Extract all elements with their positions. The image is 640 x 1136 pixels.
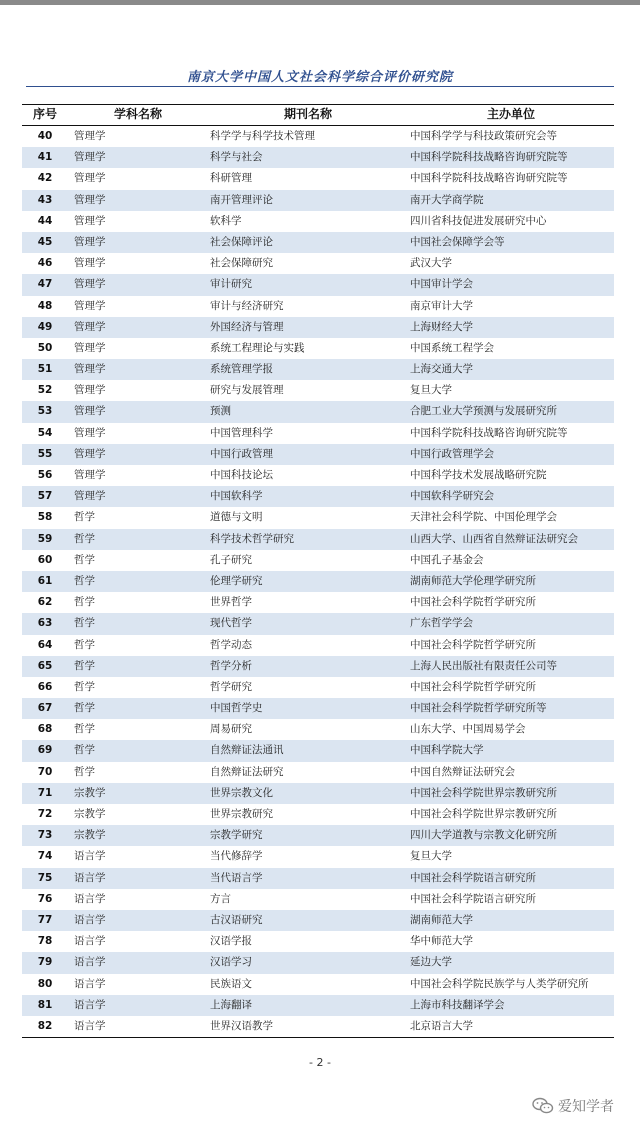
table-row bbox=[22, 910, 614, 931]
table-bottom-rule bbox=[22, 1037, 614, 1038]
row-number: 49 bbox=[37, 320, 53, 333]
row-subject: 管理学 bbox=[74, 469, 106, 481]
row-subject: 哲学 bbox=[74, 702, 95, 715]
row-journal: 社会保障研究 bbox=[210, 257, 273, 270]
row-journal: 系统管理学报 bbox=[210, 363, 273, 376]
row-subject: 哲学 bbox=[74, 659, 95, 672]
row-subject: 管理学 bbox=[74, 151, 106, 164]
row-journal: 自然辩证法通讯 bbox=[210, 744, 284, 757]
table-row bbox=[22, 317, 614, 338]
row-number: 70 bbox=[37, 765, 53, 778]
row-number: 77 bbox=[37, 913, 53, 926]
row-journal: 外国经济与管理 bbox=[210, 320, 284, 333]
table-row bbox=[22, 762, 614, 783]
row-number: 51 bbox=[37, 363, 53, 376]
watermark bbox=[532, 1096, 614, 1116]
row-subject: 哲学 bbox=[74, 765, 95, 778]
row-number: 53 bbox=[37, 405, 53, 418]
table-row bbox=[22, 486, 614, 507]
table-row bbox=[22, 401, 614, 422]
table-row bbox=[22, 889, 614, 910]
table-row bbox=[22, 380, 614, 401]
row-number: 75 bbox=[37, 871, 53, 884]
table-row bbox=[22, 613, 614, 634]
row-sponsor: 复旦大学 bbox=[410, 384, 452, 397]
row-sponsor: 中国社会科学院世界宗教研究所 bbox=[410, 808, 557, 820]
table-row bbox=[22, 1016, 614, 1037]
table-row bbox=[22, 232, 614, 253]
row-sponsor: 湖南师范大学伦理学研究所 bbox=[410, 574, 536, 587]
row-subject: 哲学 bbox=[74, 553, 95, 566]
row-sponsor: 中国软科学研究会 bbox=[410, 490, 494, 503]
row-number: 60 bbox=[37, 553, 53, 566]
row-subject: 管理学 bbox=[74, 193, 106, 206]
table-row bbox=[22, 571, 614, 592]
table-row bbox=[22, 974, 614, 995]
row-number: 72 bbox=[37, 808, 53, 820]
row-number: 71 bbox=[37, 786, 53, 799]
row-number: 69 bbox=[37, 744, 53, 757]
table-row bbox=[22, 635, 614, 656]
row-journal: 当代语言学 bbox=[210, 871, 263, 884]
row-subject: 语言学 bbox=[74, 913, 106, 926]
row-journal: 世界汉语教学 bbox=[210, 1019, 273, 1032]
row-number: 80 bbox=[37, 977, 53, 990]
watermark-text: 爱知学者 bbox=[558, 1099, 614, 1115]
row-subject: 哲学 bbox=[74, 617, 95, 630]
row-journal: 上海翻译 bbox=[210, 998, 252, 1011]
row-subject: 哲学 bbox=[74, 638, 95, 651]
row-journal: 软科学 bbox=[210, 214, 242, 227]
row-journal: 宗教学研究 bbox=[210, 829, 263, 842]
table-row bbox=[22, 274, 614, 295]
row-number: 79 bbox=[37, 956, 53, 969]
table-row bbox=[22, 465, 614, 486]
row-sponsor: 上海市科技翻译学会 bbox=[410, 998, 505, 1011]
row-sponsor: 湖南师范大学 bbox=[410, 913, 473, 926]
row-subject: 哲学 bbox=[74, 723, 95, 736]
row-number: 67 bbox=[37, 702, 53, 715]
row-journal: 中国软科学 bbox=[210, 490, 263, 503]
table-row bbox=[22, 296, 614, 317]
row-subject: 管理学 bbox=[74, 341, 106, 354]
row-number: 76 bbox=[37, 892, 53, 905]
row-number: 55 bbox=[37, 447, 53, 460]
row-subject: 管理学 bbox=[74, 214, 106, 227]
row-subject: 哲学 bbox=[74, 574, 95, 587]
row-sponsor: 天津社会科学院、中国伦理学会 bbox=[410, 511, 557, 524]
row-subject: 管理学 bbox=[74, 405, 106, 418]
row-number: 61 bbox=[37, 574, 53, 587]
row-sponsor: 中国科学院科技战略咨询研究院等 bbox=[410, 151, 568, 164]
row-subject: 管理学 bbox=[74, 299, 106, 312]
column-header-number: 序号 bbox=[32, 107, 57, 121]
row-journal: 世界哲学 bbox=[210, 596, 252, 609]
row-number: 42 bbox=[37, 172, 53, 185]
row-sponsor: 中国科学技术发展战略研究院 bbox=[410, 469, 547, 481]
row-subject: 宗教学 bbox=[74, 829, 106, 842]
row-subject: 哲学 bbox=[74, 680, 95, 693]
row-number: 40 bbox=[37, 130, 53, 142]
row-sponsor: 四川大学道教与宗教文化研究所 bbox=[410, 829, 557, 842]
row-number: 81 bbox=[37, 998, 53, 1011]
table-row bbox=[22, 719, 614, 740]
row-journal: 世界宗教文化 bbox=[210, 786, 273, 799]
row-number: 58 bbox=[37, 511, 53, 524]
row-subject: 管理学 bbox=[74, 384, 106, 397]
row-sponsor: 华中师范大学 bbox=[410, 935, 473, 948]
table-row bbox=[22, 677, 614, 698]
row-journal: 哲学分析 bbox=[210, 659, 252, 672]
row-subject: 管理学 bbox=[74, 320, 106, 333]
top-border bbox=[0, 0, 640, 5]
row-subject: 管理学 bbox=[74, 257, 106, 270]
row-subject: 语言学 bbox=[74, 935, 106, 948]
row-journal: 哲学动态 bbox=[210, 638, 252, 651]
table-row bbox=[22, 359, 614, 380]
row-sponsor: 中国社会科学院语言研究所 bbox=[410, 871, 536, 884]
table-row bbox=[22, 126, 614, 147]
table-row bbox=[22, 995, 614, 1016]
row-number: 44 bbox=[37, 214, 53, 227]
table-row bbox=[22, 147, 614, 168]
table-row bbox=[22, 338, 614, 359]
row-journal: 中国哲学史 bbox=[210, 702, 263, 715]
table-row bbox=[22, 507, 614, 528]
row-sponsor: 合肥工业大学预测与发展研究所 bbox=[410, 405, 557, 418]
row-sponsor: 中国社会科学院语言研究所 bbox=[410, 892, 536, 905]
row-sponsor: 中国科学院科技战略咨询研究院等 bbox=[410, 426, 568, 439]
table-row bbox=[22, 656, 614, 677]
row-journal: 孔子研究 bbox=[210, 553, 252, 566]
row-sponsor: 上海人民出版社有限责任公司等 bbox=[410, 659, 557, 672]
row-subject: 管理学 bbox=[74, 235, 106, 248]
row-sponsor: 中国科学院大学 bbox=[410, 744, 484, 757]
row-number: 45 bbox=[37, 235, 53, 248]
row-sponsor: 中国孔子基金会 bbox=[410, 553, 484, 566]
row-journal: 研究与发展管理 bbox=[210, 384, 284, 397]
row-subject: 管理学 bbox=[74, 490, 106, 503]
table-row bbox=[22, 952, 614, 973]
table-body bbox=[22, 126, 614, 1037]
table-header-row bbox=[22, 104, 614, 126]
row-number: 54 bbox=[37, 426, 53, 439]
row-subject: 管理学 bbox=[74, 363, 106, 376]
row-subject: 语言学 bbox=[74, 1019, 106, 1032]
row-journal: 当代修辞学 bbox=[210, 850, 263, 863]
row-journal: 预测 bbox=[210, 405, 231, 418]
row-journal: 科学学与科学技术管理 bbox=[210, 130, 315, 142]
row-sponsor: 中国自然辩证法研究会 bbox=[410, 765, 515, 778]
row-journal: 方言 bbox=[210, 892, 231, 905]
row-number: 74 bbox=[37, 850, 53, 863]
row-journal: 周易研究 bbox=[210, 723, 252, 736]
row-number: 48 bbox=[37, 299, 53, 312]
wechat-icon bbox=[532, 1097, 554, 1115]
row-subject: 宗教学 bbox=[74, 808, 106, 820]
row-sponsor: 北京语言大学 bbox=[410, 1019, 473, 1032]
row-subject: 管理学 bbox=[74, 278, 106, 291]
row-sponsor: 中国科学学与科技政策研究会等 bbox=[410, 130, 557, 142]
row-number: 73 bbox=[37, 829, 53, 842]
row-journal: 哲学研究 bbox=[210, 680, 252, 693]
table-row bbox=[22, 444, 614, 465]
row-number: 66 bbox=[37, 680, 53, 693]
row-number: 47 bbox=[37, 278, 53, 291]
row-journal: 民族语文 bbox=[210, 977, 252, 990]
table-row bbox=[22, 253, 614, 274]
row-journal: 现代哲学 bbox=[210, 617, 252, 630]
row-sponsor: 中国行政管理学会 bbox=[410, 447, 494, 460]
row-sponsor: 武汉大学 bbox=[410, 257, 452, 270]
row-number: 64 bbox=[37, 638, 53, 651]
table-row bbox=[22, 211, 614, 232]
row-subject: 语言学 bbox=[74, 956, 106, 969]
row-subject: 哲学 bbox=[74, 744, 95, 757]
row-sponsor: 中国系统工程学会 bbox=[410, 341, 494, 354]
row-subject: 管理学 bbox=[74, 172, 106, 185]
row-journal: 科学与社会 bbox=[210, 151, 263, 164]
row-journal: 汉语学习 bbox=[210, 956, 252, 969]
table-row bbox=[22, 423, 614, 444]
row-journal: 审计与经济研究 bbox=[210, 299, 284, 312]
row-sponsor: 中国社会科学院民族学与人类学研究所 bbox=[410, 977, 589, 990]
row-number: 57 bbox=[37, 490, 53, 503]
table-row bbox=[22, 698, 614, 719]
table-row bbox=[22, 740, 614, 761]
row-subject: 哲学 bbox=[74, 511, 95, 524]
row-journal: 中国行政管理 bbox=[210, 447, 273, 460]
row-number: 59 bbox=[37, 532, 53, 545]
table-row bbox=[22, 190, 614, 211]
row-subject: 语言学 bbox=[74, 977, 106, 990]
table-row bbox=[22, 825, 614, 846]
header-divider bbox=[26, 86, 614, 87]
row-journal: 自然辩证法研究 bbox=[210, 765, 284, 778]
table-row bbox=[22, 529, 614, 550]
page-number: - 2 - bbox=[309, 1056, 331, 1069]
row-journal: 古汉语研究 bbox=[210, 913, 263, 926]
row-subject: 语言学 bbox=[74, 998, 106, 1011]
row-number: 78 bbox=[37, 935, 53, 948]
table-row bbox=[22, 804, 614, 825]
column-header-sponsor: 主办单位 bbox=[486, 107, 535, 121]
row-journal: 世界宗教研究 bbox=[210, 808, 273, 820]
row-journal: 中国管理科学 bbox=[210, 426, 273, 439]
row-subject: 管理学 bbox=[74, 447, 106, 460]
row-number: 46 bbox=[37, 257, 53, 270]
column-header-journal: 期刊名称 bbox=[283, 107, 332, 121]
column-header-subject: 学科名称 bbox=[113, 107, 162, 121]
row-journal: 科学技术哲学研究 bbox=[210, 532, 294, 545]
table-row bbox=[22, 846, 614, 867]
row-subject: 宗教学 bbox=[74, 786, 106, 799]
row-journal: 科研管理 bbox=[210, 172, 252, 185]
page-header-title: 南京大学中国人文社会科学综合评价研究院 bbox=[186, 70, 453, 85]
row-number: 56 bbox=[37, 469, 53, 481]
row-sponsor: 中国社会科学院哲学研究所 bbox=[410, 638, 536, 651]
row-sponsor: 上海交通大学 bbox=[410, 363, 473, 376]
row-sponsor: 延边大学 bbox=[410, 956, 452, 969]
row-sponsor: 中国社会科学院哲学研究所 bbox=[410, 596, 536, 609]
table-row bbox=[22, 868, 614, 889]
row-journal: 系统工程理论与实践 bbox=[210, 341, 305, 354]
row-subject: 管理学 bbox=[74, 426, 106, 439]
row-sponsor: 四川省科技促进发展研究中心 bbox=[410, 214, 547, 227]
row-subject: 语言学 bbox=[74, 871, 106, 884]
row-journal: 审计研究 bbox=[210, 278, 252, 291]
row-sponsor: 复旦大学 bbox=[410, 850, 452, 863]
row-journal: 社会保障评论 bbox=[210, 235, 273, 248]
row-subject: 语言学 bbox=[74, 892, 106, 905]
row-sponsor: 中国社会科学院哲学研究所 bbox=[410, 680, 536, 693]
table-row bbox=[22, 931, 614, 952]
table-row bbox=[22, 168, 614, 189]
row-journal: 中国科技论坛 bbox=[210, 469, 273, 481]
row-number: 50 bbox=[37, 341, 53, 354]
row-number: 82 bbox=[37, 1019, 53, 1032]
row-sponsor: 南开大学商学院 bbox=[410, 193, 484, 206]
table-row bbox=[22, 592, 614, 613]
row-subject: 哲学 bbox=[74, 532, 95, 545]
row-journal: 南开管理评论 bbox=[210, 193, 273, 206]
row-number: 65 bbox=[37, 659, 53, 672]
table-row bbox=[22, 550, 614, 571]
row-sponsor: 上海财经大学 bbox=[410, 320, 473, 333]
row-journal: 汉语学报 bbox=[210, 935, 252, 948]
row-sponsor: 中国社会科学院哲学研究所等 bbox=[410, 702, 547, 715]
row-number: 68 bbox=[37, 723, 53, 736]
row-sponsor: 中国审计学会 bbox=[410, 278, 473, 291]
row-sponsor: 南京审计大学 bbox=[410, 299, 473, 312]
row-sponsor: 中国社会科学院世界宗教研究所 bbox=[410, 786, 557, 799]
journal-table bbox=[22, 104, 614, 1038]
row-sponsor: 广东哲学学会 bbox=[410, 617, 473, 630]
row-sponsor: 中国社会保障学会等 bbox=[410, 235, 505, 248]
row-sponsor: 山西大学、山西省自然辩证法研究会 bbox=[410, 532, 578, 545]
row-number: 62 bbox=[37, 596, 53, 609]
row-journal: 道德与文明 bbox=[210, 511, 263, 524]
row-subject: 管理学 bbox=[74, 130, 106, 142]
row-number: 41 bbox=[37, 151, 53, 164]
row-number: 63 bbox=[37, 617, 53, 630]
row-subject: 哲学 bbox=[74, 596, 95, 609]
table-row bbox=[22, 783, 614, 804]
row-sponsor: 山东大学、中国周易学会 bbox=[410, 723, 526, 736]
row-sponsor: 中国科学院科技战略咨询研究院等 bbox=[410, 172, 568, 185]
row-number: 52 bbox=[37, 384, 53, 397]
row-subject: 语言学 bbox=[74, 850, 106, 863]
row-journal: 伦理学研究 bbox=[210, 574, 263, 587]
row-number: 43 bbox=[37, 193, 53, 206]
